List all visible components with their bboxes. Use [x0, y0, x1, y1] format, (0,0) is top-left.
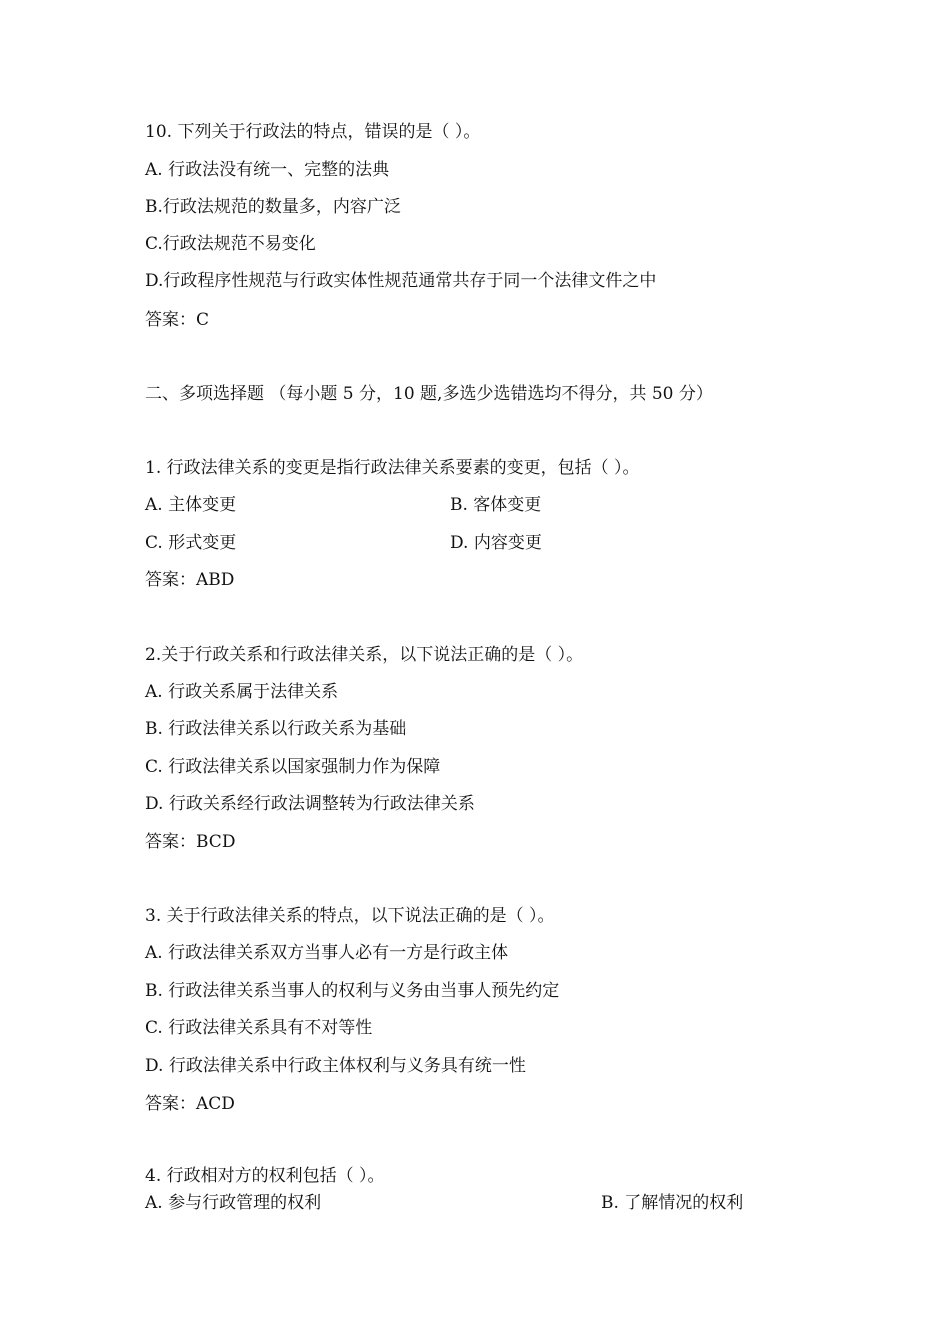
mq2-question: 2.关于行政关系和行政法律关系，以下说法正确的是（ ）。 [145, 645, 584, 665]
mq1-option-d: D. 内容变更 [450, 533, 542, 553]
mq4-option-b: B. 了解情况的权利 [601, 1193, 744, 1213]
mq3-option-c: C. 行政法律关系具有不对等性 [145, 1018, 373, 1038]
mq3-option-d: D. 行政法律关系中行政主体权利与义务具有统一性 [145, 1056, 526, 1076]
mq4-question: 4. 行政相对方的权利包括（ ）。 [145, 1166, 385, 1186]
mq2-option-b: B. 行政法律关系以行政关系为基础 [145, 719, 407, 739]
mq1-answer: 答案：ABD [145, 570, 235, 590]
mq3-option-a: A. 行政法律关系双方当事人必有一方是行政主体 [145, 943, 509, 963]
q10-answer: 答案：C [145, 310, 210, 330]
mq1-question: 1. 行政法律关系的变更是指行政法律关系要素的变更，包括（ ）。 [145, 458, 640, 478]
mq2-option-d: D. 行政关系经行政法调整转为行政法律关系 [145, 794, 475, 814]
mq2-answer: 答案：BCD [145, 832, 236, 852]
mq3-answer: 答案：ACD [145, 1094, 235, 1114]
mq3-option-b: B. 行政法律关系当事人的权利与义务由当事人预先约定 [145, 981, 560, 1001]
q10-option-d: D.行政程序性规范与行政实体性规范通常共存于同一个法律文件之中 [145, 271, 657, 291]
q10-option-a: A. 行政法没有统一、完整的法典 [145, 160, 390, 180]
mq4-option-a: A. 参与行政管理的权利 [145, 1193, 322, 1213]
q10-question: 10. 下列关于行政法的特点，错误的是（ ）。 [145, 122, 481, 142]
q10-option-b: B.行政法规范的数量多，内容广泛 [145, 197, 401, 217]
mq3-question: 3. 关于行政法律关系的特点，以下说法正确的是（ ）。 [145, 906, 555, 926]
mq1-option-b: B. 客体变更 [450, 495, 542, 515]
mq1-option-c: C. 形式变更 [145, 533, 237, 553]
mq1-option-a: A. 主体变更 [145, 495, 237, 515]
q10-option-c: C.行政法规范不易变化 [145, 234, 316, 254]
section-heading: 二、多项选择题 （每小题 5 分，10 题,多选少选错选均不得分，共 50 分） [145, 384, 713, 404]
mq2-option-c: C. 行政法律关系以国家强制力作为保障 [145, 757, 441, 777]
mq2-option-a: A. 行政关系属于法律关系 [145, 682, 339, 702]
